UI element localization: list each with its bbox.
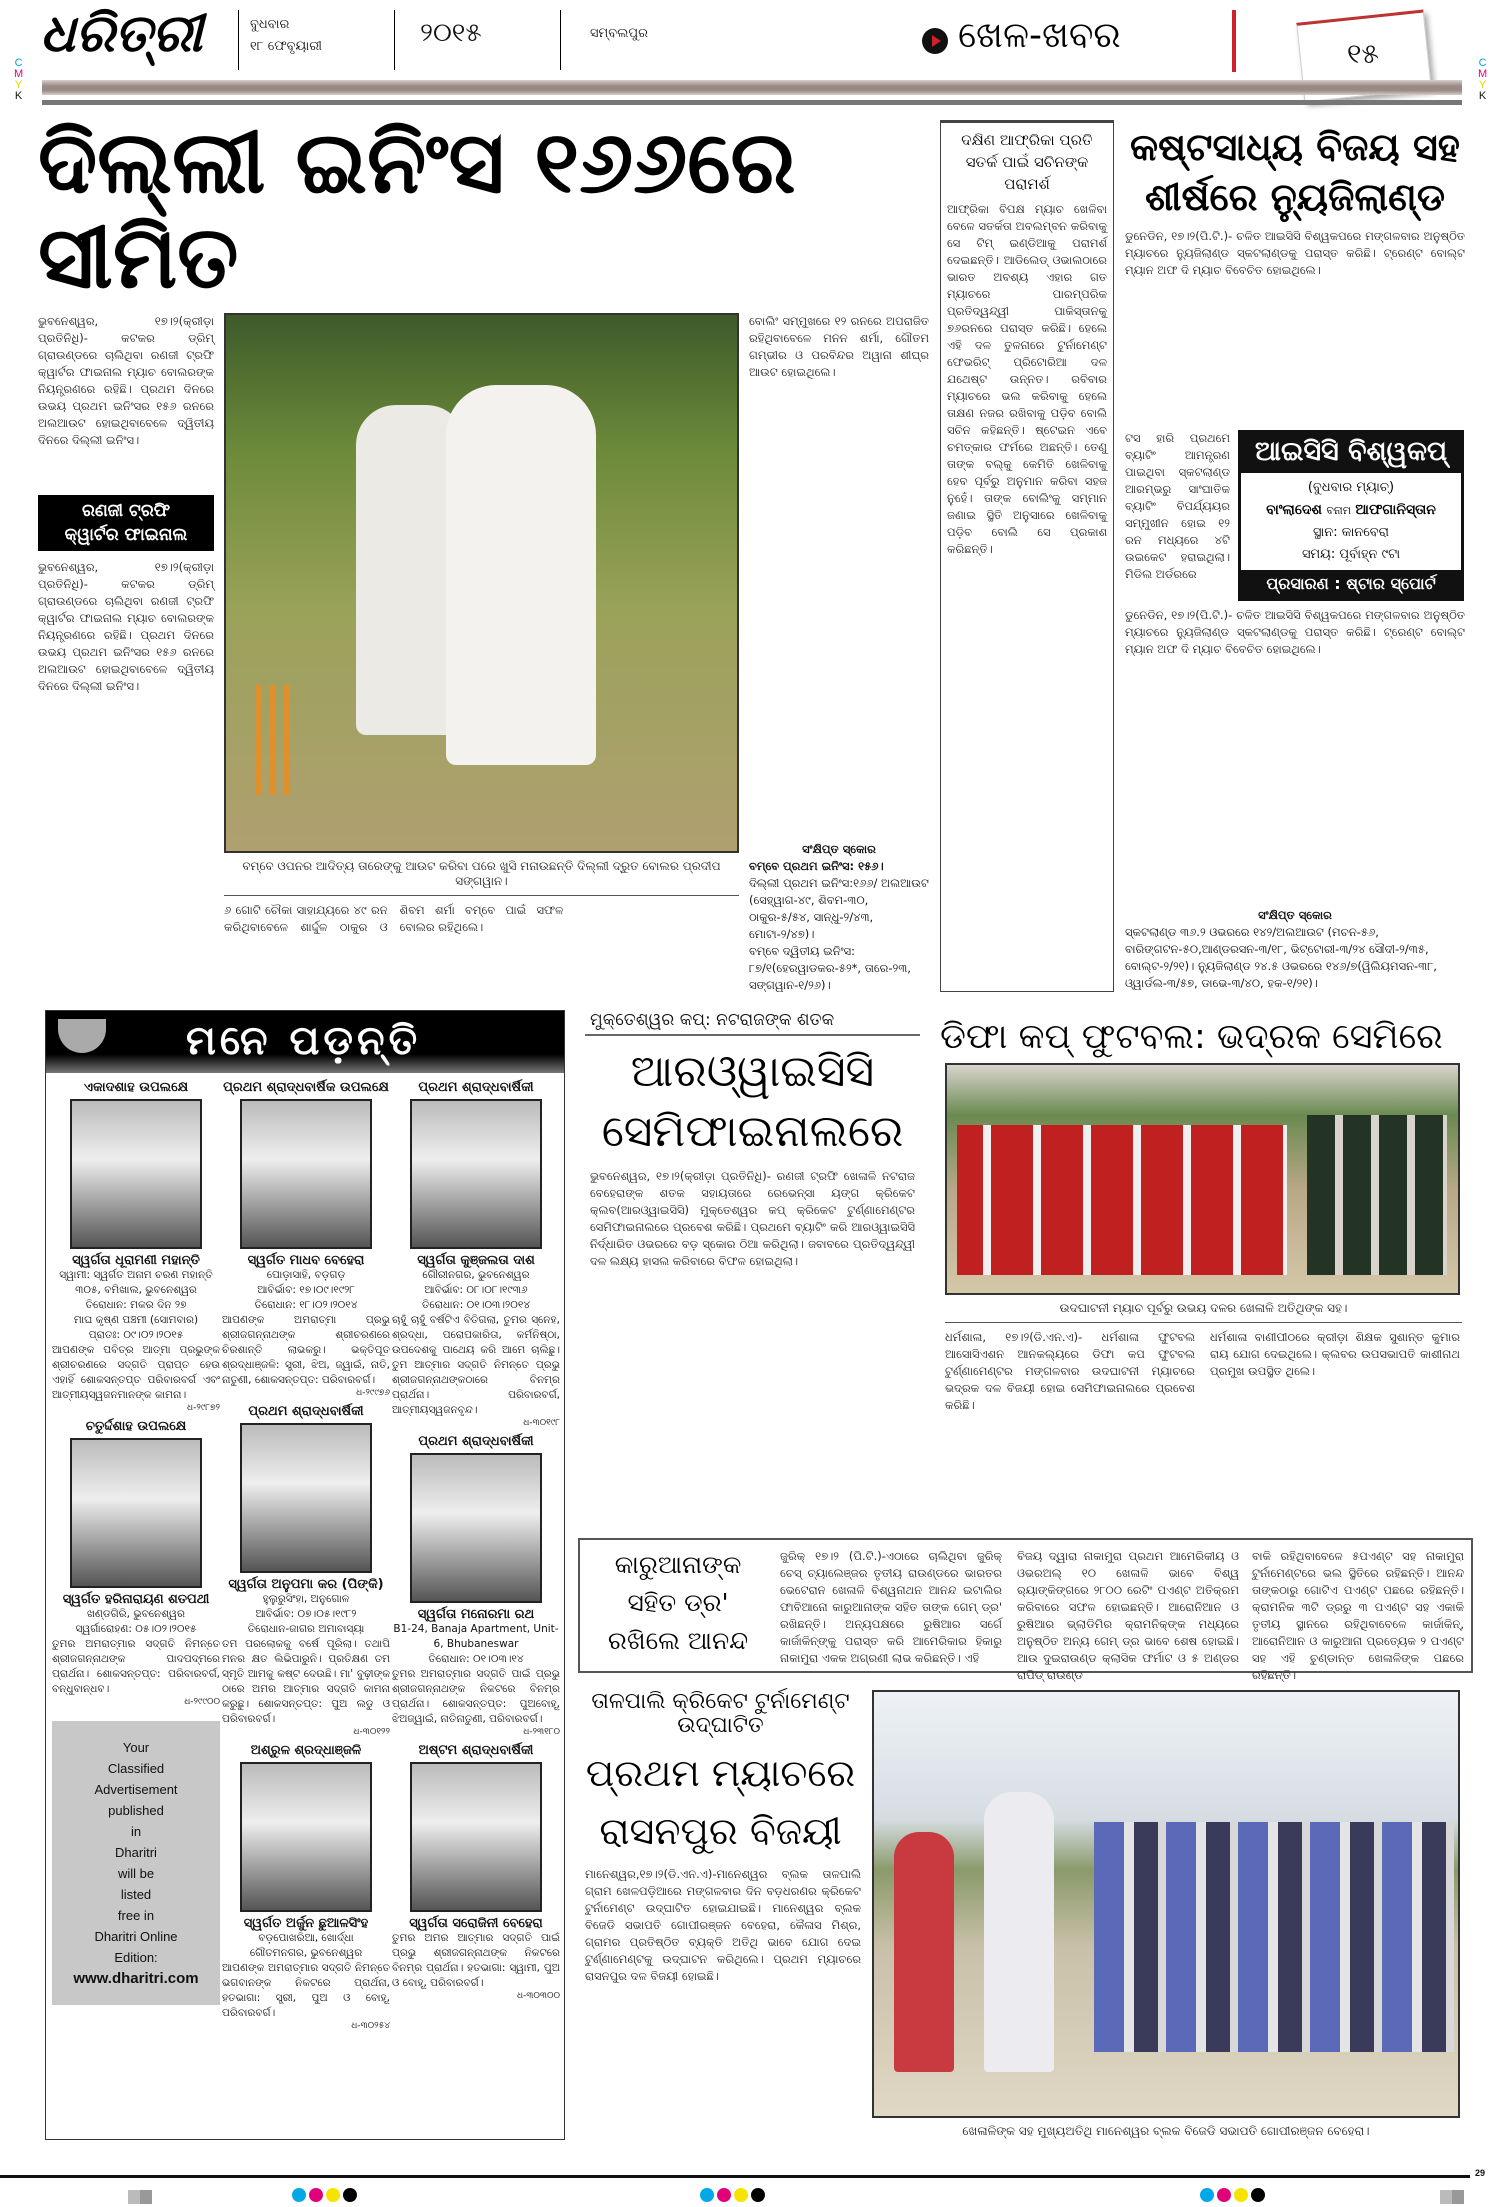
footer-rule (0, 2175, 1470, 2178)
talpali-headline: ପ୍ରଥମ ମ୍ୟାଚରେ ରାସନପୁର ବିଜୟୀ (585, 1751, 856, 1854)
oil-lamp-icon (58, 1019, 106, 1053)
person-red-shirt (894, 1832, 954, 2072)
play-bullet-icon (922, 28, 948, 54)
ad-code: ଧ-୨୯୯୦୦ (184, 1697, 220, 1707)
ad-code: ଧ-୨୩୧୮୦ (523, 1727, 560, 1737)
obituary-occasion: ପ୍ରଥମ ଶ୍ରାଦ୍ଧବାର୍ଷିକୀ (248, 1404, 364, 1419)
deceased-name: ସ୍ୱର୍ଗତା ଅନୁପମା କର (ପିଙ୍କି) (228, 1577, 384, 1592)
obituary-detail: ମାଘ କୃଷ୍ଣ ପଞ୍ଚମୀ (ସୋମବାର) (73, 1314, 199, 1326)
bowler-figure (446, 385, 596, 765)
portrait-photo (240, 1762, 372, 1912)
stumps (256, 685, 296, 795)
football-team-photo (945, 1063, 1460, 1295)
obituary-detail: ଗୌତମନଗର, ଭୁବନେଶ୍ୱର (249, 1947, 363, 1959)
nz-body-cont: ଡୁନେଡିନ, ୧୭।୨(ପି.ଟି.)- ଚଳିତ ଆଇସିସି ବିଶ୍ୱକପରେ ମଙ୍ଗଳବାର ଅନୁଷ୍ଠିତ ମ୍ୟାଚରେ ନ୍ୟୁଜିଲାଣ୍ଡ ସ୍କଟଲାଣ୍ଡକୁ ପରାସ୍ତ କରିଛି। ଟ୍ରେଣ୍ଟ ବୋଲ୍ଟ ମ୍ୟାନ ଅଫ ଦି ମ୍ୟାଚ ବିବେଚିତ ହୋଇଥିଲେ। (1125, 607, 1465, 656)
obituary-detail: ଆବିର୍ଭାବ: ୦୮।୦୮।୧୯୩୬ (424, 1284, 528, 1296)
portrait-photo (70, 1438, 202, 1588)
sachin-body: ଆଫ୍ରିକା ବିପକ୍ଷ ମ୍ୟାଚ ଖେଳିବା ବେଳେ ସତର୍କତା ଅବଲମ୍ବନ କରିବାକୁ ସେ ଟିମ୍ ଇଣ୍ଡିଆକୁ ପରାମର୍ଶ ଦେଇଛନ୍ତି। ଆଡିଲେଡ୍ ଓଭାଲଠାରେ ଭାରତ ଅବଶ୍ୟ ଏହାର ଗତ ମ୍ୟାଚରେ ପାରମ୍ପରିକ ପ୍ରତିଦ୍ୱନ୍ଦ୍ୱୀ ପାକିସ୍ତାନକୁ ୭୬ରନରେ ପରାସ୍ତ କରିଛି। ହେଲେ ଏହି ଦଳ ତୁଳନାରେ ଟୁର୍ନାମେଣ୍ଟ ଫେଭରିଟ୍ ପ୍ରିଟୋରିଆ ଦଳ ଯଥେଷ୍ଟ ଉନ୍ନତ। ରବିବାର ମ୍ୟାଚରେ ଭଲ କରିବାକୁ ହେଲେ ତାକ୍ଷଣ ନଜର ରଖିବାକୁ ପଡ଼ିବ ବୋଲି ସଚିନ କହିଛନ୍ତି। ଷ୍ଟେଇନ ଏବେ ଚମତ୍କାର ଫର୍ମରେ ଅଛନ୍ତି। ତେଣୁ ତାଙ୍କ ବଲ୍‌କୁ କେମିତି ଖେଳିବାକୁ ହେବ ପୂର୍ବରୁ ଅନୁମାନ କରିବା ସହଜ ନୁହେଁ। ତାଙ୍କ ବୋଲିଂକୁ ସମ୍ମାନ ଜଣାଇ ସ୍ଥିତି ଅନୁସାରେ ଖେଳିବାକୁ ପଡ଼ିବ ବୋଲି ସେ ପ୍ରକାଶ କରିଛନ୍ତି। (947, 202, 1107, 556)
mukteswar-story (585, 1010, 920, 1525)
portrait-photo (410, 1453, 542, 1603)
website-link[interactable]: www.dharitri.com (73, 1970, 199, 1987)
nz-body: ଡୁନେଡିନ, ୧୭।୨(ପି.ଟି.)- ଚଳିତ ଆଇସିସି ବିଶ୍ୱକପରେ ମଙ୍ଗଳବାର ଅନୁଷ୍ଠିତ ମ୍ୟାଚରେ ନ୍ୟୁଜିଲାଣ୍ଡ ସ୍କଟଲାଣ୍ଡକୁ ପରାସ୍ତ କରିଛି। ଟ୍ରେଣ୍ଟ ବୋଲ୍ଟ ମ୍ୟାନ ଅଫ ଦି ମ୍ୟାଚ ବିବେଚିତ ହୋଇଥିଲେ। (1125, 229, 1465, 277)
anand-headline: କାରୁଆନାଙ୍କ ସହିତ ଡ୍ର' ରଖିଲେ ଆନନ୍ଦ (607, 1550, 749, 1655)
obituary-column (392, 1080, 560, 2001)
obituary-notice (222, 1080, 390, 1398)
portrait-photo (240, 1099, 372, 1249)
talpali-body: ମାନେଶ୍ୱର,୧୭।୨(ଡି.ଏନ.ଏ)-ମାନେଶ୍ୱର ବ୍ଲକ ତାଳପାଲି ଗ୍ରାମ ଖେଳପଡ଼ିଆରେ ମଙ୍ଗଳବାର ଦିନ ବଡ଼ଧରଣର କ୍ରିକେଟ ଟୁର୍ନାମେଣ୍ଟ ଉଦ୍‌ଘାଟିତ ହୋଇଯାଇଛି। ମାନେଶ୍ୱର ବ୍ଲକ ବିଜେଡି ସଭାପତି ଗୋପୀରଞ୍ଜନ ବେହେରା, କୈଳାସ ମିଶ୍ର, ଗ୍ରାମର ପ୍ରତିଷ୍ଠିତ ବ୍ୟକ୍ତି ଅତିଥି ଭାବେ ଯୋଗ ଦେଇ ଟୁର୍ଣ୍ଣାମେଣ୍ଟକୁ ଉଦ୍‌ଘାଟନ କରିଥିଲେ। ପ୍ରଥମ ମ୍ୟାଚରେ ରାସନପୁର ଦଳ ବିଜୟୀ ହୋଇଛି। (585, 1867, 861, 1984)
nz-story (1125, 122, 1465, 992)
players-group (1094, 1822, 1454, 2052)
lead-headline: ଦିଲ୍ଲୀ ଇନିଂସ ୧୬୬ରେ ସୀମିତ (38, 113, 796, 308)
obituary-occasion: ପ୍ରଥମ ଶ୍ରାଦ୍ଧବାର୍ଷିକୀ (418, 1434, 534, 1449)
obituary-column (52, 1080, 220, 2005)
obituary-notice (52, 1419, 220, 1707)
obituary-notice (392, 1434, 560, 1737)
issue-year: ୨୦୧୫ (420, 18, 482, 48)
obituary-message: ଆପଣଙ୍କ ଅମରାତ୍ମା ପ୍ରଭୁ ଶ୍ରୀଜଗନ୍ନାଥଙ୍କ ଶ୍ରୀଚରଣରେ ଚିରଶାନ୍ତି ଲାଭକରୁ। ଭକ୍ତିପୂତ ଶ୍ରଦ୍ଧାଞ୍ଜଳି: ସ୍ତ୍ରୀ, ଝିଅ, ଜ୍ୱାଇଁ, ନାତି, ନାତୁଣୀ, ଶୋକସନ୍ତପ୍ତ: ପରିବାରବର୍ଗ। (222, 1314, 390, 1386)
icc-fixture-box: ଆଇସିସି ବିଶ୍ୱକପ୍ (ବୁଧବାର ମ୍ୟାଚ୍) ବାଂଲାଦେଶ ବନାମ ଆଫଗାନିସ୍ତାନ ସ୍ଥାନ: କାନବେରା ସମୟ: ପୂର୍ବାହ୍ନ ୯ଟା ପ୍ରସାରଣ : ଷ୍ଟାର ସ୍ପୋର୍ଟ (1238, 430, 1464, 601)
color-registration-dots (292, 2188, 357, 2202)
deceased-name: ସ୍ୱର୍ଗତା ସରୋଜିନୀ ବେହେରା (409, 1916, 543, 1931)
section-title: ଖେଳ-ଖବର (958, 15, 1121, 56)
classified-promo-box (52, 1721, 220, 2005)
sachin-headline: ଦକ୍ଷିଣ ଆଫ୍ରିକା ପ୍ରତି ସତର୍କ ପାଇଁ ସଚିନଙ୍କ ପରାମର୍ଶ (961, 131, 1093, 193)
anand-body-col1: ଜୁରିକ୍ ୧୭।୨ (ପି.ଟି.)-ଏଠାରେ ଚାଲିଥିବା ଜୁରିକ୍ ଚେସ୍ ଚ୍ୟାଲେଞ୍ଜର ତୃତୀୟ ରାଉଣ୍ଡରେ ଭାରତର ଭେଟେରାନ ଖେଳାଳି ବିଶ୍ୱନାଥନ ଆନନ୍ଦ ଇଟାଲିର ଫାବିଆନୋ କାରୁଆନାଙ୍କ ସହିତ ତାଙ୍କ ଗେମ୍ ଡ୍ର' ରଖିଛନ୍ତି। ଅନ୍ୟପକ୍ଷରେ ରୁଷିଆର ସର୍ଗେ କାର୍ଜାକିନ୍‌ଙ୍କୁ ପରାସ୍ତ କରି ଆମେରିକାର ହିକାରୁ ନାକାମୁରା ଏକକ ଅଗ୍ରଣୀ ଲାଭ କରିଛନ୍ତି। ଏହି (780, 1549, 1002, 1665)
obituary-message: ଆପଣଙ୍କ ପବିତ୍ର ଆତ୍ମା ପ୍ରଭୁଙ୍କ ଶ୍ରୀଚରଣରେ ସଦ୍‌ଗତି ପ୍ରାପ୍ତ ହେଉ ଏହାହିଁ ଶୋକସନ୍ତପ୍ତ ପରିବାରବର୍ଗ ଏବଂ ଆତ୍ମୀୟସ୍ୱଜନମାନଙ୍କ କାମନା। (52, 1344, 220, 1401)
obituary-detail: ବଡ଼ପୋଖରିଆ, ଖୋର୍ଦ୍ଧା (258, 1932, 354, 1944)
obituary-detail: ପୋଡ଼ାସାହି, ବଡ଼ଗଡ଼ (266, 1269, 346, 1281)
obituary-detail: ଖଣ୍ଡଗିରି, ଭୁବନେଶ୍ୱର (87, 1608, 185, 1620)
page-number-tab: ୧୫ (1296, 10, 1432, 103)
obituary-message: ଚାହୁଁ ଚାହୁଁ ବର୍ଷଟିଏ ବିତିଗଲା, ତୁମର ସ୍ନେହ, ଶ୍ରଦ୍ଧା, ପରୋପକାରିତା, କର୍ମନିଷ୍ଠା, ଉପଦେଶକୁ ପାଥେୟ କରି ଆମେ ଚାଲିଛୁ। ତୁମ ଆତ୍ମାର ସଦ୍‌ଗତି ନିମନ୍ତେ ପ୍ରଭୁ ଶ୍ରୀଜଗନ୍ନାଥଙ୍କଠାରେ ବିନମ୍ର ପ୍ରାର୍ଥନା। ପରିବାରବର୍ଗ, ଆତ୍ମୀୟସ୍ୱଜନବୃନ୍ଦ। (392, 1314, 560, 1416)
mukteswar-kicker: ମୁକ୍ତେଶ୍ୱର କପ୍: ନଟରାଜଙ୍କ ଶତକ (585, 1010, 920, 1036)
obituary-notice (392, 1743, 560, 2001)
ad-code: ଧ-୨୯୯୭୬ (356, 1388, 390, 1398)
obituary-detail: ତିରୋଧାନ: ୦୧।୦୩।୨୦୧୪ (421, 1299, 531, 1311)
obituary-occasion: ପ୍ରଥମ ଶ୍ରାଦ୍ଧବାର୍ଷିକ ଉପଲକ୍ଷେ (223, 1080, 389, 1095)
portrait-photo (240, 1423, 372, 1573)
obituary-notice (52, 1080, 220, 1413)
obituary-detail: ତିରୋଧାନ-ଜାଗର ଅମାବାସ୍ୟା (247, 1623, 365, 1635)
obituary-occasion: ଚତୁର୍ଦ୍ଦଶାହ ଉପଲକ୍ଷେ (85, 1419, 187, 1434)
lead-story (38, 113, 930, 994)
obituary-detail: ଆବିର୍ଭାବ: ୦୭।୦୫।୧୯୮୨ (255, 1608, 357, 1620)
lead-body-col3: ବୋଲିଂ ସମ୍ମୁଖରେ ୧୨ ରନରେ ଅପରାଜିତ ରହିଥିବାବେଳେ ମନନ ଶର୍ମା, ଗୌତମ ଗମ୍ଭୀର ଓ ପରବିନ୍ଦର ଅୱାନା ଶୀଘ୍ର ଆଉଟ ହୋଇଥିଲେ। (749, 314, 929, 380)
anand-body-col2: ବିଜୟ ଦ୍ୱାରା ନାକାମୁରା ପ୍ରଥମ ଆମେରିକୀୟ ଓ ଓଭରଅଲ୍ ୧୦ ଖେଳାଳି ଭାବେ ବିଶ୍ୱ ର‌୍ୟାଙ୍କିଙ୍ଗରେ ୨୮୦୦ ରେଟିଂ ପଏଣ୍ଟ ଅତିକ୍ରମ କରିବାରେ ସଫଳ ହୋଇଛନ୍ତି। ଆରୋନିଆନ ଓ ରୁଷିଆର ଭ୍ଲାଡିମିର କ୍ରାମନିକ୍‌ଙ୍କ ମଧ୍ୟରେ ଅନୁଷ୍ଠିତ ଅନ୍ୟ ଗେମ୍ ଡ୍ର ଭାବେ ଶେଷ ହୋଇଛି। ଆଉ ଦୁଇରାଉଣ୍ଡ କ୍ଲାସିକ ଫର୍ମାଟ ଓ ୫ ଅଣ୍ଡର ରାପିଡ୍ ରାଉଣ୍ଡ (1017, 1549, 1239, 1682)
obituary-column (222, 1080, 390, 2031)
promo-text: Dharitri (115, 1845, 157, 1860)
deceased-name: ସ୍ୱର୍ଗତ ଅର୍ଜୁନ ଛୁଆଳସିଂହ (243, 1916, 369, 1931)
ad-code: ଧ-୩୦୩୦୦ (516, 1991, 560, 2001)
obituary-message: ତୁମର ଅମରାତ୍ମାର ସଦ୍‌ଗତି ପାଇଁ ପ୍ରଭୁ ଶ୍ରୀଜଗନ୍ନାଥଙ୍କ ନିକଟରେ ବିନମ୍ର ପ୍ରାର୍ଥନା। ଶୋକସନ୍ତପ୍ତ: ପୁଅବୋହୂ, ଝିଅଜ୍ୱାଇଁ, ନାତିନାତୁଣୀ, ପରିବାରବର୍ଗ। (392, 1668, 560, 1725)
ad-code: ଧ-୨୯୮୭୨ (187, 1403, 220, 1413)
obituary-occasion: ଅଷ୍ଟମ ଶ୍ରାଦ୍ଧବାର୍ଷିକୀ (418, 1743, 534, 1758)
deceased-name: ସ୍ୱର୍ଗତା କୁଞ୍ଜଲତା ଦାଶ (417, 1253, 535, 1268)
cricket-celebration-photo (224, 313, 739, 853)
edition-name: ସମ୍ବଲପୁର (590, 26, 648, 41)
obituary-detail: ତିରୋଧାନ: ମକର ଦିନ ୨୭ (85, 1299, 187, 1311)
obituary-message: ତୁମର ଅମର ଆତ୍ମାର ସଦ୍‌ଗତି ପାଇଁ ପ୍ରଭୁ ଶ୍ରୀଜଗନ୍ନାଥଙ୍କ ନିକଟରେ ବିନମ୍ର ପ୍ରାର୍ଥନା। ହତଭାଗା: ସ୍ୱାମୀ, ପୁଅ ଓ ବୋହୂ, ପରିବାରବର୍ଗ। (392, 1932, 560, 1989)
lead-scorecard: ସଂକ୍ଷିପ୍ତ ସ୍କୋର ବମ୍ବେ ପ୍ରଥମ ଇନିଂସ: ୧୫୬। ଦିଲ୍ଲୀ ପ୍ରଥମ ଇନିଂସ:୧୬୬/ ଅଲଆଉଟ (ସେହ୍ୱାଗ-୪୯, ଶିବମ-୩୦, ଠାକୁର-୫/୫୪, ସାନ୍ଧୁ-୨/୪୩, ମୋଟା-୨/୪୭)। ବମ୍ବେ ଦ୍ୱିତୀୟ ଇନିଂସ: ୮୭/୧(ହେରୱାଡକର-୫୨*, ତାରେ-୨୩, ସଙ୍ଗୱାନ-୧/୨୬)। (749, 842, 929, 992)
players-dark-kit (1307, 1115, 1447, 1275)
talpali-photo-caption: ଖେଳାଳିଙ୍କ ସହ ମୁଖ୍ୟଅତିଥି ମାନେଶ୍ୱର ବ୍ଲକ ବିଜେଡି ସଭାପତି ଗୋପୀରଞ୍ଜନ ବେହେରା। (962, 2124, 1370, 2138)
portrait-photo (410, 1099, 542, 1249)
obituary-occasion: ଏକାଦଶାହ ଉପଲକ୍ଷେ (83, 1080, 189, 1095)
sachin-story-box (940, 120, 1114, 992)
promo-text: in (130, 1824, 142, 1839)
obituary-detail: ତିରୋଧାନ: ୧୮।୦୨।୨୦୧୪ (254, 1299, 358, 1311)
promo-text: published (108, 1803, 164, 1818)
football-body-col2: ଧର୍ମଶାଳା ବାଣୀପୀଠରେ କ୍ରୀଡ଼ା ଶିକ୍ଷକ ସୁଶାନ୍ତ କୁମାର ରାୟ ଯୋଗ ଦେଇଥିଲେ। କ୍ଲବର ଉପସଭାପତି କାଶୀନାଥ ପ୍ରମୁଖ ଉପସ୍ଥିତ ଥିଲେ। (1210, 1329, 1460, 1378)
masthead-rule (42, 80, 1462, 95)
newspaper-logo: ଧରିତ୍ରୀ (40, 4, 203, 64)
issue-date: ବୁଧବାର ୧୮ ଫେବୃୟାରୀ (250, 17, 322, 54)
football-photo-caption: ଉଦଘାଟନୀ ମ୍ୟାଚ ପୂର୍ବରୁ ଉଭୟ ଦଳର ଖେଳାଳି ଅତିଥିଙ୍କ ସହ। (1059, 1300, 1348, 1315)
obituary-notice (392, 1080, 560, 1428)
players-red-kit (957, 1125, 1287, 1275)
obituary-detail: ପ୍ରାତଃ: ୦୯।୦୨।୨୦୧୫ (88, 1329, 184, 1341)
nz-body-2: ଟସ ହାରି ପ୍ରଥମେ ବ୍ୟାଟିଂ ଆମନ୍ତ୍ରଣ ପାଇଥିବା ସ୍କଟଲାଣ୍ଡ ଆରମ୍ଭରୁ ସାଂଘାତିକ ବ୍ୟାଟିଂ ବିପର୍ଯ୍ୟୟର ସମ୍ମୁଖୀନ ହୋଇ ୧୨ ରନ ମଧ୍ୟରେ ୪ଟି ଉଇକେଟ ହରାଇଥିଲା। ମିଡିଲ ଅର୍ଡରରେ (1125, 431, 1230, 582)
section-divider (1232, 10, 1236, 72)
promo-text: Your (122, 1740, 150, 1755)
portrait-photo (410, 1762, 542, 1912)
obituary-detail: ଆବିର୍ଭାବ: ୧୭।୦୯।୧୯୨୮ (257, 1284, 355, 1296)
obituary-detail: ସ୍ୱାମୀ: ସ୍ୱର୍ଗତ ଅନାମ ଚରଣ ମହାନ୍ତି (59, 1269, 213, 1281)
football-story (940, 1018, 1462, 1526)
obituary-notice (222, 1404, 390, 1737)
football-headline: ଡିଫା କପ୍ ଫୁଟବଲ: ଭଦ୍ରକ ସେମିରେ (940, 1017, 1443, 1057)
obituary-occasion: ପ୍ରଥମ ଶ୍ରାଦ୍ଧବାର୍ଷିକୀ (418, 1080, 534, 1095)
obituary-detail: ୩୦୫, ବମିଖାଲ, ଭୁବନେଶ୍ୱର (75, 1284, 197, 1296)
obituary-detail: B1-24, Banaja Apartment, Unit-6, Bhubaneswar (393, 1623, 559, 1650)
deceased-name: ସ୍ୱର୍ଗତ ହରିନାରାୟଣ ଶତପଥୀ (62, 1592, 210, 1607)
lead-body-col1: ଭୁବନେଶ୍ୱର, ୧୭।୨(କ୍ରୀଡ଼ା ପ୍ରତିନିଧି)- କଟକର ଡ୍ରିମ୍ ଗ୍ରାଉଣ୍ଡରେ ଚାଲିଥିବା ରଣଜୀ ଟ୍ରଫି କ୍ୱାର୍ଟର ଫାଇନାଲ ମ୍ୟାଚ ବୋଲରଙ୍କ ନିୟନ୍ତ୍ରଣରେ ରହିଛି। ପ୍ରଥମ ଦିନରେ ଉଭୟ ପ୍ରଥମ ଇନିଂସର ୧୫୬ ରନରେ ଅଲଆଉଟ ହୋଇଥିବାବେଳେ ଦ୍ୱିତୀୟ ଦିନରେ ଦିଲ୍ଲୀ ଇନିଂସ। (38, 314, 214, 448)
cmyk-mark-left: C M Y K (14, 57, 24, 102)
ad-code: ଧ-୩୦୧୨୨ (353, 1727, 390, 1737)
anand-chess-box (578, 1538, 1473, 1682)
talpali-cricket-photo (872, 1690, 1460, 2118)
promo-text: will be (117, 1866, 155, 1881)
obituary-message: ତୁମର ଅମରାତ୍ମାର ସଦ୍‌ଗତି ନିମନ୍ତେ ଶ୍ରୀଜଗନ୍ନାଥଙ୍କ ପାଦପଦ୍ମରେ ପ୍ରାର୍ଥନା। ଶୋକସନ୍ତପ୍ତ: ପରିବାରବର୍ଗ, ବନ୍ଧୁବାନ୍ଧବ। (52, 1638, 220, 1695)
obituary-detail: ସ୍ୱର୍ଗାରୋହଣ: ୦୫।୦୨।୨୦୧୫ (75, 1623, 197, 1635)
obituary-occasion: ଅଶ୍ରୁଳ ଶ୍ରଦ୍ଧାଞ୍ଜଳି (250, 1743, 362, 1758)
mukteswar-headline: ଆରଓ୍ୱାଇସିସି ସେମିଫାଇନାଲରେ (601, 1046, 904, 1157)
obituary-header: ମନେ ପଡ଼ନ୍ତି (46, 1011, 564, 1073)
football-body-col1: ଧର୍ମଶାଳା, ୧୭।୨(ଡି.ଏନ.ଏ)- ଧର୍ମଶାଳା ଫୁଟବଲ ଆସୋସିଏଶନ ଆନକଲ୍ୟରେ ଡିଫା କପ ଫୁଟବଲ ଟୁର୍ଣ୍ଣାମେଣ୍ଟର ମଙ୍ଗଳବାର ଉଦଘାଟନୀ ମ୍ୟାଚରେ ଭଦ୍ରକ ଦଳ ବିଜୟୀ ହୋଇ ସେମିଫାଇନାଲରେ ପ୍ରବେଶ କରିଛି। (945, 1329, 1195, 1412)
promo-text: free in (117, 1908, 155, 1923)
ad-code: ଧ-୩୦୧୯୮ (523, 1418, 560, 1428)
lead-body-bottom: ୬ ଗୋଟି ଚୌକା ସାହାଯ୍ୟରେ ୪୯ ରନ କରିଥିବାବେଳେ ଶାର୍ଦ୍ଦୁଳ ଠାକୁର ଓ ଶିବମ ଶର୍ମା ବମ୍ବେ ପାଇଁ ସଫଳ ବୋଲର ରହିଥିଲେ। (224, 903, 564, 934)
anand-body-col3: ବାକି ରହିଥିବାବେଳେ ୫ପଏଣ୍ଟ ସହ ନାକାମୁରା ଟୁର୍ନାମେଣ୍ଟରେ ଭଲ ସ୍ଥିତିରେ ରହିଛନ୍ତି। ଆନନ୍ଦ ତାଙ୍କଠାରୁ ଗୋଟିଏ ପଏଣ୍ଟ ପଛରେ ରହିଛନ୍ତି। କ୍ରାମନିକ ୩ଟି ଡ୍ରରୁ ୩ ପଏଣ୍ଟ ସହ ଏକାକି ତୃତୀୟ ସ୍ଥାନରେ ରହିଥିବାବେଳେ କାର୍ଜାକିନ୍, ଆରୋନିଆନ ଓ କାରୁଆନା ପ୍ରତ୍ୟେକ ୨ ପଏଣ୍ଟ ସହ ଏହି ଚୁଣ୍ଡାନ୍ତ ଖେଳାଳିଙ୍କ ପଛରେ ରହିଛନ୍ତି। (1252, 1549, 1464, 1682)
deceased-name: ସ୍ୱର୍ଗତ ମାଧବ ବେହେରା (247, 1253, 365, 1268)
deceased-name: ସ୍ୱର୍ଗତା ଧୂରାମଣୀ ମହାନ୍ତି (72, 1253, 200, 1268)
promo-text: Advertisement (94, 1782, 178, 1797)
obituary-message: ଆପଣଙ୍କ ଅମରାତ୍ମାର ସଦ୍‌ଗତି ନିମନ୍ତେ ଭଗବାନଙ୍କ ନିକଟରେ ପ୍ରାର୍ଥନା, ହତଭାଗା: ସ୍ତ୍ରୀ, ପୁଅ ଓ ବୋହୂ, ପରିବାରବର୍ଗ। (222, 1962, 390, 2019)
obituary-notice (222, 1743, 390, 2031)
promo-text: listed (120, 1887, 152, 1902)
promo-text: Edition: (114, 1950, 158, 1965)
cmyk-mark-right: C M Y K (1478, 57, 1488, 102)
obituary-detail: ତିରୋଧାନ: ୦୧।୦୩।୧୪ (428, 1653, 524, 1665)
portrait-photo (70, 1099, 202, 1249)
ad-code: ଧ-୩୦୨୫୪ (351, 2021, 390, 2031)
obituary-detail: ହୁଲୁରୁସିଂହା, ଅନୁଗୋଳ (262, 1593, 350, 1605)
talpali-kicker: ତାଳପାଲି କ୍ରିକେଟ ଟୁର୍ନାମେଣ୍ଟ ଉଦ୍‌ଘାଟିତ (591, 1689, 850, 1739)
page-folio: 29 (1475, 2168, 1486, 2178)
chief-guest-speaking (984, 1792, 1054, 2072)
nz-headline: କଷ୍ଟସାଧ୍ୟ ବିଜୟ ସହ ଶୀର୍ଷରେ ନ୍ୟୁଜିଲାଣ୍ଡ (1130, 125, 1460, 219)
mukteswar-body: ଭୁବନେଶ୍ୱର, ୧୭।୨(କ୍ରୀଡ଼ା ପ୍ରତିନିଧି)- ରଣଜୀ ଟ୍ରଫି ଖେଳାଳି ନଟରାଜ ବେହେରାଙ୍କ ଶତକ ସହାୟତାରେ ରେଭେନ୍ସା ୟଙ୍ଗ କ୍ରିକେଟ କ୍ଲବ(ଆରଓ୍ୱାଇସିସି) ମୁକ୍ତେଶ୍ୱର କପ୍ କ୍ରିକେଟ ଟୁର୍ଣ୍ଣାମେଣ୍ଟର ସେମିଫାଇନାଲରେ ପ୍ରବେଶ କରିଛି। ପ୍ରଥମେ ବ୍ୟାଟିଂ କରି ଆରଓ୍ୱାଇସିସି ନିର୍ଦ୍ଧାରିତ ଓଭରରେ ବଡ଼ ସ୍କୋର ଠିଆ କରିଥିଲା। ଜବାବରେ ପ୍ରତିଦ୍ୱନ୍ଦ୍ୱୀ ଦଳ ଲକ୍ଷ୍ୟ ହାସଲ କରିବାରେ ବିଫଳ ହୋଇଥିଲା। (590, 1169, 915, 1268)
lead-body-col1-cont: ଭୁବନେଶ୍ୱର, ୧୭।୨(କ୍ରୀଡ଼ା ପ୍ରତିନିଧି)- କଟକର ଡ୍ରିମ୍ ଗ୍ରାଉଣ୍ଡରେ ଚାଲିଥିବା ରଣଜୀ ଟ୍ରଫି କ୍ୱାର୍ଟର ଫାଇନାଲ ମ୍ୟାଚ ବୋଲରଙ୍କ ନିୟନ୍ତ୍ରଣରେ ରହିଛି। ପ୍ରଥମ ଦିନରେ ଉଭୟ ପ୍ରଥମ ଇନିଂସର ୧୫୬ ରନରେ ଅଲଆଉଟ ହୋଇଥିବାବେଳେ ଦ୍ୱିତୀୟ ଦିନରେ ଦିଲ୍ଲୀ ଇନିଂସ। (38, 560, 214, 694)
ranji-trophy-tag: ରଣଜୀ ଟ୍ରଫି କ୍ୱାର୍ଟର ଫାଇନାଲ (38, 495, 214, 551)
talpali-story (578, 1690, 863, 2140)
nz-scorecard: ସଂକ୍ଷିପ୍ତ ସ୍କୋର ସ୍କଟଲାଣ୍ଡ ୩୬.୨ ଓଭରରେ ୧୪୨/ଅଲଆଉଟ (ମଚନ-୫୬, ବାରିଙ୍ଗଟନ-୫୦,ଆଣ୍ଡରସନ-୩/୧୮, ଭିଟ୍ଟୋରୀ-୩/୨୪ ସୌଦୀ-୨/୩୫, ବୋଲ୍ଟ-୨/୨୧)। ନ୍ୟୁଜିଲାଣ୍ଡ ୨୪.୫ ଓଭରରେ ୧୪୬/୭(ୱିଲିୟମସନ-୩୮, ଓ୍ୱାର୍ଡଲ-୩/୫୭, ଡାଭେ-୩/୪୦, ହକ-୧/୨୧)। (1125, 908, 1437, 990)
promo-text: Classified (107, 1761, 165, 1776)
deceased-name: ସ୍ୱର୍ଗତା ମନୋରମା ରଥ (417, 1607, 535, 1622)
talpali-photo-block (872, 1690, 1460, 2172)
promo-text: Dharitri Online (94, 1929, 178, 1944)
obituary-detail: ଗୌରୀନଗର, ଭୁବନେଶ୍ୱର (422, 1269, 530, 1281)
obituary-message: ତମ ପରଲୋକକୁ ବର୍ଷେ ପୂରିଲା। ତଥାପି ମନର କ୍ଷତ ଲିଭିପାରୁନି। ପ୍ରତିକ୍ଷଣ ତମ ସ୍ମୃତି ଆମକୁ କଷ୍ଟ ଦେଉଛି। ମା' ବୁଢ଼ୀଙ୍କ ଠାରେ ଅମର ଆତ୍ମାର ସଦ୍‌ଗତି କାମନା କରୁଛୁ। ଶୋକସନ୍ତପ୍ତ: ପୁଅ ଲଡୁ ଓ ପରିବାରବର୍ଗ। (222, 1638, 390, 1725)
lead-photo-caption: ବମ୍ବେ ଓପନର ଆଦିତ୍ୟ ତାରେଙ୍କୁ ଆଉଟ କରିବା ପରେ ଖୁସି ମନାଉଛନ୍ତି ଦିଲ୍ଲୀ ଦ୍ରୁତ ବୋଲର ପ୍ରଦୀପ ସଙ୍ଗୱାନ। (242, 859, 721, 888)
